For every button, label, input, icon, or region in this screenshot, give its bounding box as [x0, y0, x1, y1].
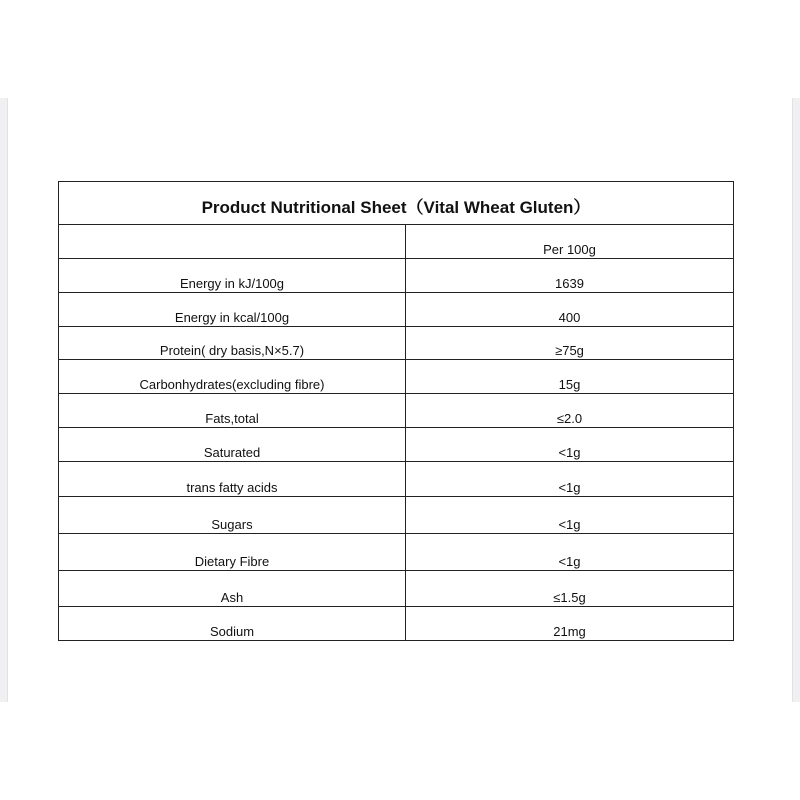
nutrient-value: <1g [558, 554, 581, 569]
table-row [59, 293, 733, 327]
table-row [59, 394, 733, 428]
nutrient-value: 1639 [555, 276, 584, 291]
left-border [0, 98, 8, 702]
nutrient-value: 21mg [553, 624, 586, 639]
table-row [59, 607, 733, 640]
table-row [59, 360, 733, 394]
header-value-cell: Per 100g [543, 242, 596, 257]
nutrient-label: Energy in kcal/100g [59, 293, 406, 326]
nutrient-label: Sodium [59, 607, 406, 640]
nutrient-label: Ash [59, 571, 406, 606]
table-row [59, 259, 733, 293]
nutrient-value: ≥75g [555, 343, 584, 358]
nutrient-label: Saturated [59, 428, 406, 461]
nutrient-label: Sugars [59, 497, 406, 533]
nutrient-label: trans fatty acids [59, 462, 406, 496]
nutrient-label: Dietary Fibre [59, 534, 406, 570]
nutrient-label: Energy in kJ/100g [59, 259, 406, 292]
table-row [59, 571, 733, 607]
table-row [59, 462, 733, 497]
table-header-row [59, 225, 733, 259]
table-row [59, 497, 733, 534]
table-row [59, 534, 733, 571]
table-row [59, 428, 733, 462]
table-row [59, 327, 733, 360]
nutrient-label: Protein( dry basis,N×5.7) [59, 327, 406, 359]
nutrient-label: Carbonhydrates(excluding fibre) [59, 360, 406, 393]
right-border [792, 98, 800, 702]
nutrient-value: ≤2.0 [556, 411, 583, 426]
table-title: Product Nutritional Sheet（Vital Wheat Gluten） [201, 197, 591, 217]
nutrition-table [58, 181, 734, 641]
nutrient-value: <1g [558, 517, 581, 532]
nutrient-value: 400 [558, 310, 581, 325]
nutrient-label: Fats,total [59, 394, 406, 427]
nutrient-value: <1g [558, 445, 581, 460]
nutrient-value: 15g [558, 377, 581, 392]
header-label-cell [59, 225, 406, 258]
nutrient-value: <1g [558, 480, 581, 495]
nutrient-value: ≤1.5g [553, 590, 586, 605]
table-title-row [59, 182, 733, 225]
